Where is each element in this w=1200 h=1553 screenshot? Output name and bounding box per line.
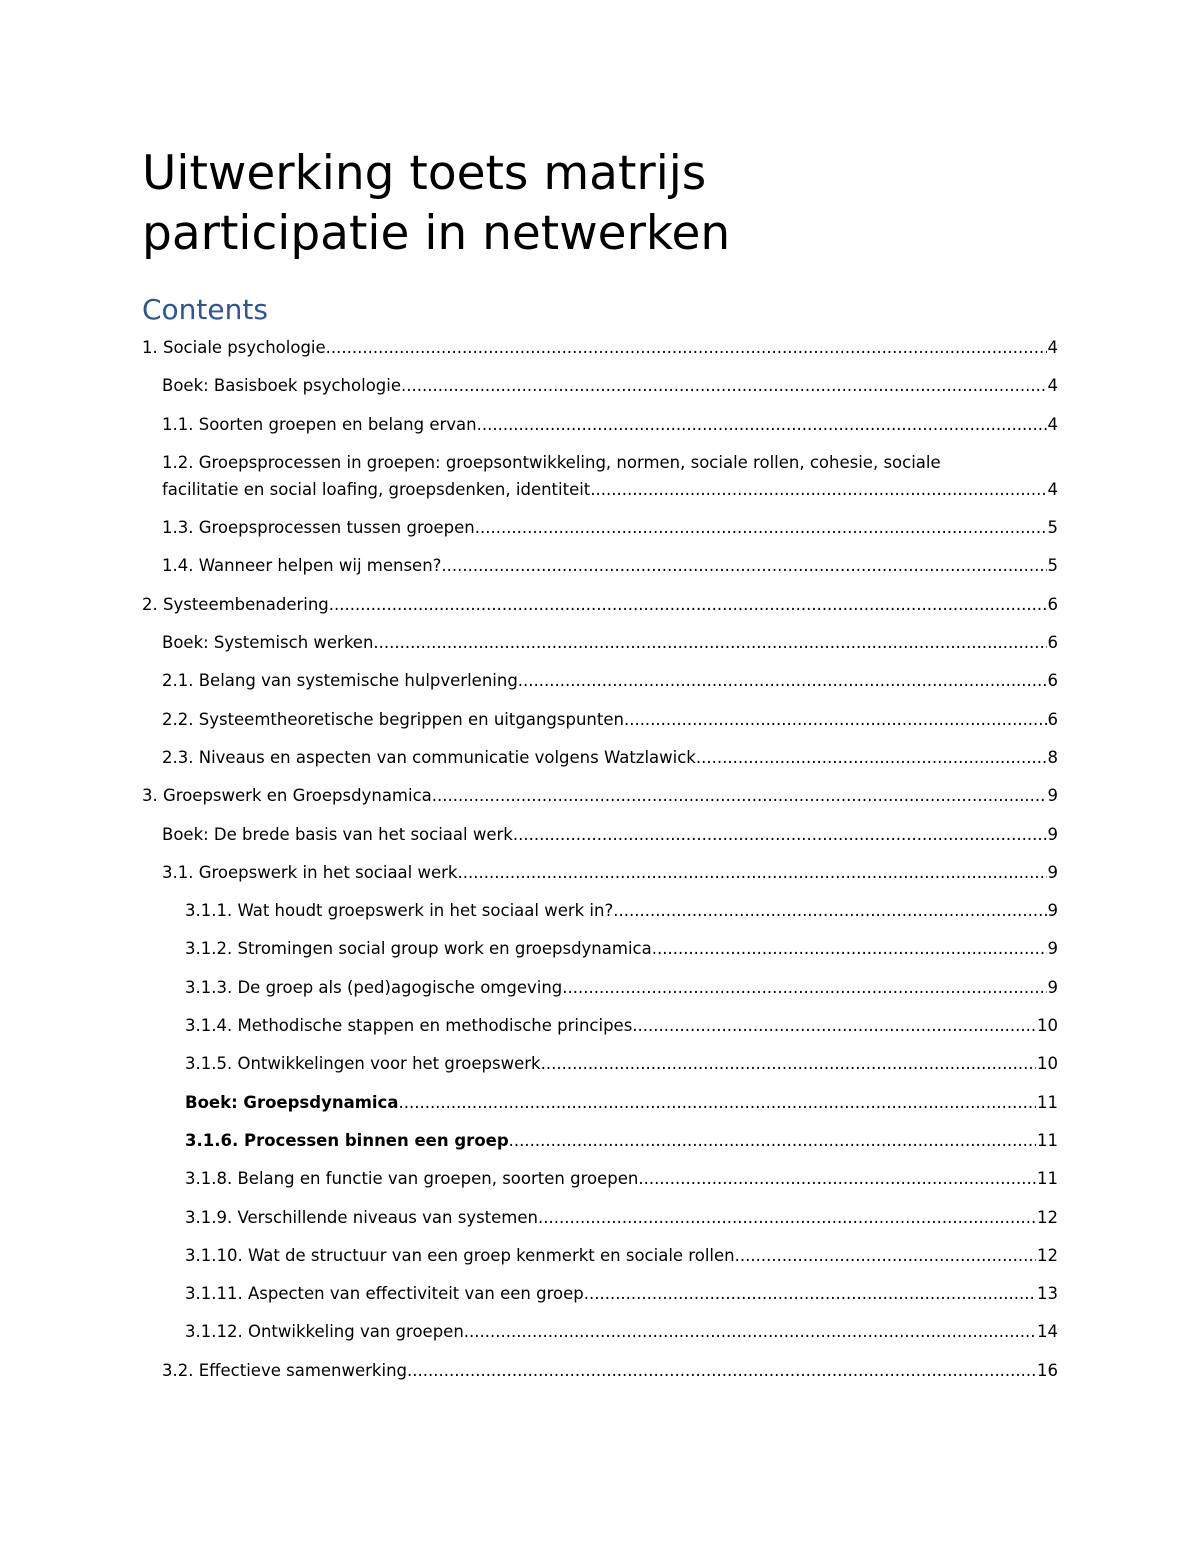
toc-page-number: 11 bbox=[1037, 1169, 1058, 1189]
toc-entry[interactable] bbox=[142, 667, 1058, 694]
toc-leader-dots bbox=[398, 1089, 1036, 1116]
toc-page-number: 9 bbox=[1047, 939, 1058, 959]
toc-leader-dots bbox=[624, 706, 1047, 733]
toc-entry[interactable] bbox=[142, 1204, 1058, 1231]
toc-entry-text-line-2: facilitatie en social loafing, groepsdenken, identiteit bbox=[162, 479, 591, 499]
toc-entry-text: 3.1.9. Verschillende niveaus van systemen bbox=[185, 1207, 538, 1227]
toc-page-number: 9 bbox=[1047, 862, 1058, 882]
toc-page-number: 13 bbox=[1037, 1284, 1058, 1304]
toc-leader-dots bbox=[432, 782, 1047, 809]
toc-page-number: 12 bbox=[1037, 1245, 1058, 1265]
toc-leader-dots bbox=[373, 629, 1046, 656]
toc-entry[interactable] bbox=[142, 974, 1058, 1001]
toc-entry-text: 3. Groepswerk en Groepsdynamica bbox=[142, 786, 432, 806]
toc-leader-dots bbox=[696, 744, 1047, 771]
toc-entry[interactable] bbox=[142, 334, 1058, 361]
toc-entry[interactable] bbox=[142, 1050, 1058, 1077]
toc-page-number: 4 bbox=[1047, 479, 1058, 499]
toc-entry-text: Boek: Groepsdynamica bbox=[185, 1092, 399, 1112]
toc-entry-text: 2. Systeembenadering bbox=[142, 594, 329, 614]
toc-leader-dots bbox=[407, 1357, 1036, 1384]
toc-entry-text: 3.1.2. Stromingen social group work en groepsdynamica bbox=[185, 939, 652, 959]
toc-entry-line-2 bbox=[162, 476, 1058, 503]
toc-page-number: 6 bbox=[1047, 594, 1058, 614]
toc-entry-wrapped[interactable] bbox=[142, 449, 1058, 503]
toc-entry-text: 1. Sociale psychologie bbox=[142, 338, 326, 357]
toc-entry-text-line-1: 1.2. Groepsprocessen in groepen: groepsontwikkeling, normen, sociale rollen, cohesie, sociale bbox=[162, 452, 941, 472]
toc-leader-dots bbox=[401, 372, 1046, 399]
toc-page-number: 9 bbox=[1047, 824, 1058, 844]
toc-page-number: 12 bbox=[1037, 1207, 1058, 1227]
toc-page-number: 4 bbox=[1047, 376, 1058, 396]
toc-page-number: 9 bbox=[1047, 901, 1058, 921]
toc-entry[interactable] bbox=[142, 514, 1058, 541]
toc-entry[interactable] bbox=[142, 629, 1058, 656]
toc-leader-dots bbox=[329, 591, 1047, 618]
toc-page-number: 10 bbox=[1037, 1016, 1058, 1036]
toc-leader-dots bbox=[584, 1280, 1036, 1307]
toc-entry-text: 3.1.3. De groep als (ped)agogische omgeving bbox=[185, 977, 563, 997]
toc-entry-text: Boek: Systemisch werken bbox=[162, 633, 374, 653]
toc-leader-dots bbox=[464, 1318, 1036, 1345]
toc-heading: Contents bbox=[142, 293, 268, 326]
toc-entry[interactable] bbox=[142, 1318, 1058, 1345]
table-of-contents bbox=[142, 334, 1058, 1395]
toc-page-number: 9 bbox=[1047, 977, 1058, 997]
toc-entry[interactable] bbox=[142, 821, 1058, 848]
toc-leader-dots bbox=[638, 1165, 1036, 1192]
toc-page-number: 11 bbox=[1037, 1092, 1058, 1112]
toc-leader-dots bbox=[513, 821, 1047, 848]
toc-entry[interactable] bbox=[142, 935, 1058, 962]
toc-entry-text: 3.2. Effectieve samenwerking bbox=[162, 1360, 408, 1380]
toc-page-number: 6 bbox=[1047, 671, 1058, 691]
toc-entry-text: 3.1.10. Wat de structuur van een groep kenmerkt en sociale rollen bbox=[185, 1245, 735, 1265]
toc-leader-dots bbox=[441, 552, 1046, 579]
toc-entry[interactable] bbox=[142, 411, 1058, 438]
toc-entry-text: 3.1.5. Ontwikkelingen voor het groepswerk bbox=[185, 1054, 541, 1074]
toc-entry[interactable] bbox=[142, 1165, 1058, 1192]
toc-entry-text: 3.1.12. Ontwikkeling van groepen bbox=[185, 1322, 464, 1342]
toc-leader-dots bbox=[541, 1050, 1036, 1077]
toc-entry[interactable] bbox=[142, 1089, 1058, 1116]
toc-page-number: 11 bbox=[1037, 1130, 1058, 1150]
document-title-line-2: participatie in netwerken bbox=[142, 206, 731, 261]
toc-page-number: 5 bbox=[1047, 518, 1058, 538]
toc-entry[interactable] bbox=[142, 859, 1058, 886]
toc-entry[interactable] bbox=[142, 1127, 1058, 1154]
toc-page-number: 5 bbox=[1047, 556, 1058, 576]
toc-entry[interactable] bbox=[142, 897, 1058, 924]
toc-page-number: 10 bbox=[1037, 1054, 1058, 1074]
toc-leader-dots bbox=[509, 1127, 1036, 1154]
toc-page-number: 16 bbox=[1037, 1360, 1058, 1380]
toc-entry-text: 3.1.6. Processen binnen een groep bbox=[185, 1130, 509, 1150]
toc-page-number: 4 bbox=[1047, 414, 1058, 434]
toc-entry-text: 3.1.1. Wat houdt groepswerk in het sociaal werk in? bbox=[185, 901, 614, 921]
toc-entry[interactable] bbox=[142, 706, 1058, 733]
toc-leader-dots bbox=[613, 897, 1046, 924]
toc-leader-dots bbox=[735, 1242, 1036, 1269]
toc-entry[interactable] bbox=[142, 744, 1058, 771]
toc-page-number: 4 bbox=[1047, 338, 1058, 357]
toc-page-number: 6 bbox=[1047, 709, 1058, 729]
toc-entry-text: 2.1. Belang van systemische hulpverlening bbox=[162, 671, 518, 691]
toc-entry[interactable] bbox=[142, 782, 1058, 809]
toc-entry[interactable] bbox=[142, 552, 1058, 579]
toc-entry[interactable] bbox=[142, 1012, 1058, 1039]
toc-leader-dots bbox=[518, 667, 1047, 694]
toc-entry-text: 2.2. Systeemtheoretische begrippen en uitgangspunten bbox=[162, 709, 624, 729]
toc-leader-dots bbox=[477, 411, 1047, 438]
toc-page-number: 14 bbox=[1037, 1322, 1058, 1342]
toc-leader-dots bbox=[475, 514, 1047, 541]
document-title bbox=[142, 144, 1102, 264]
toc-leader-dots bbox=[590, 476, 1046, 503]
toc-entry[interactable] bbox=[142, 1280, 1058, 1307]
toc-leader-dots bbox=[652, 935, 1047, 962]
toc-page-number: 9 bbox=[1047, 786, 1058, 806]
toc-entry[interactable] bbox=[142, 1357, 1058, 1384]
toc-leader-dots bbox=[457, 859, 1046, 886]
toc-entry[interactable] bbox=[142, 1242, 1058, 1269]
toc-entry-text: 3.1.8. Belang en functie van groepen, soorten groepen bbox=[185, 1169, 639, 1189]
toc-entry-text: 2.3. Niveaus en aspecten van communicatie volgens Watzlawick bbox=[162, 747, 696, 767]
toc-leader-dots bbox=[562, 974, 1046, 1001]
toc-page-number: 8 bbox=[1047, 747, 1058, 767]
toc-page-number: 6 bbox=[1047, 633, 1058, 653]
toc-entry-text: Boek: Basisboek psychologie bbox=[162, 376, 402, 396]
document-title-line-1: Uitwerking toets matrijs bbox=[142, 146, 707, 201]
toc-entry[interactable] bbox=[142, 591, 1058, 618]
toc-leader-dots bbox=[538, 1204, 1036, 1231]
toc-entry-text: 1.1. Soorten groepen en belang ervan bbox=[162, 414, 477, 434]
toc-entry[interactable] bbox=[142, 372, 1058, 399]
toc-entry-text: 3.1. Groepswerk in het sociaal werk bbox=[162, 862, 458, 882]
toc-entry-text: Boek: De brede basis van het sociaal werk bbox=[162, 824, 513, 844]
toc-entry-text: 3.1.11. Aspecten van effectiviteit van een groep bbox=[185, 1284, 584, 1304]
toc-entry-text: 3.1.4. Methodische stappen en methodische principes bbox=[185, 1016, 633, 1036]
toc-entry-text: 1.3. Groepsprocessen tussen groepen bbox=[162, 518, 475, 538]
toc-leader-dots bbox=[632, 1012, 1036, 1039]
toc-leader-dots bbox=[326, 334, 1047, 361]
toc-entry-text: 1.4. Wanneer helpen wij mensen? bbox=[162, 556, 442, 576]
